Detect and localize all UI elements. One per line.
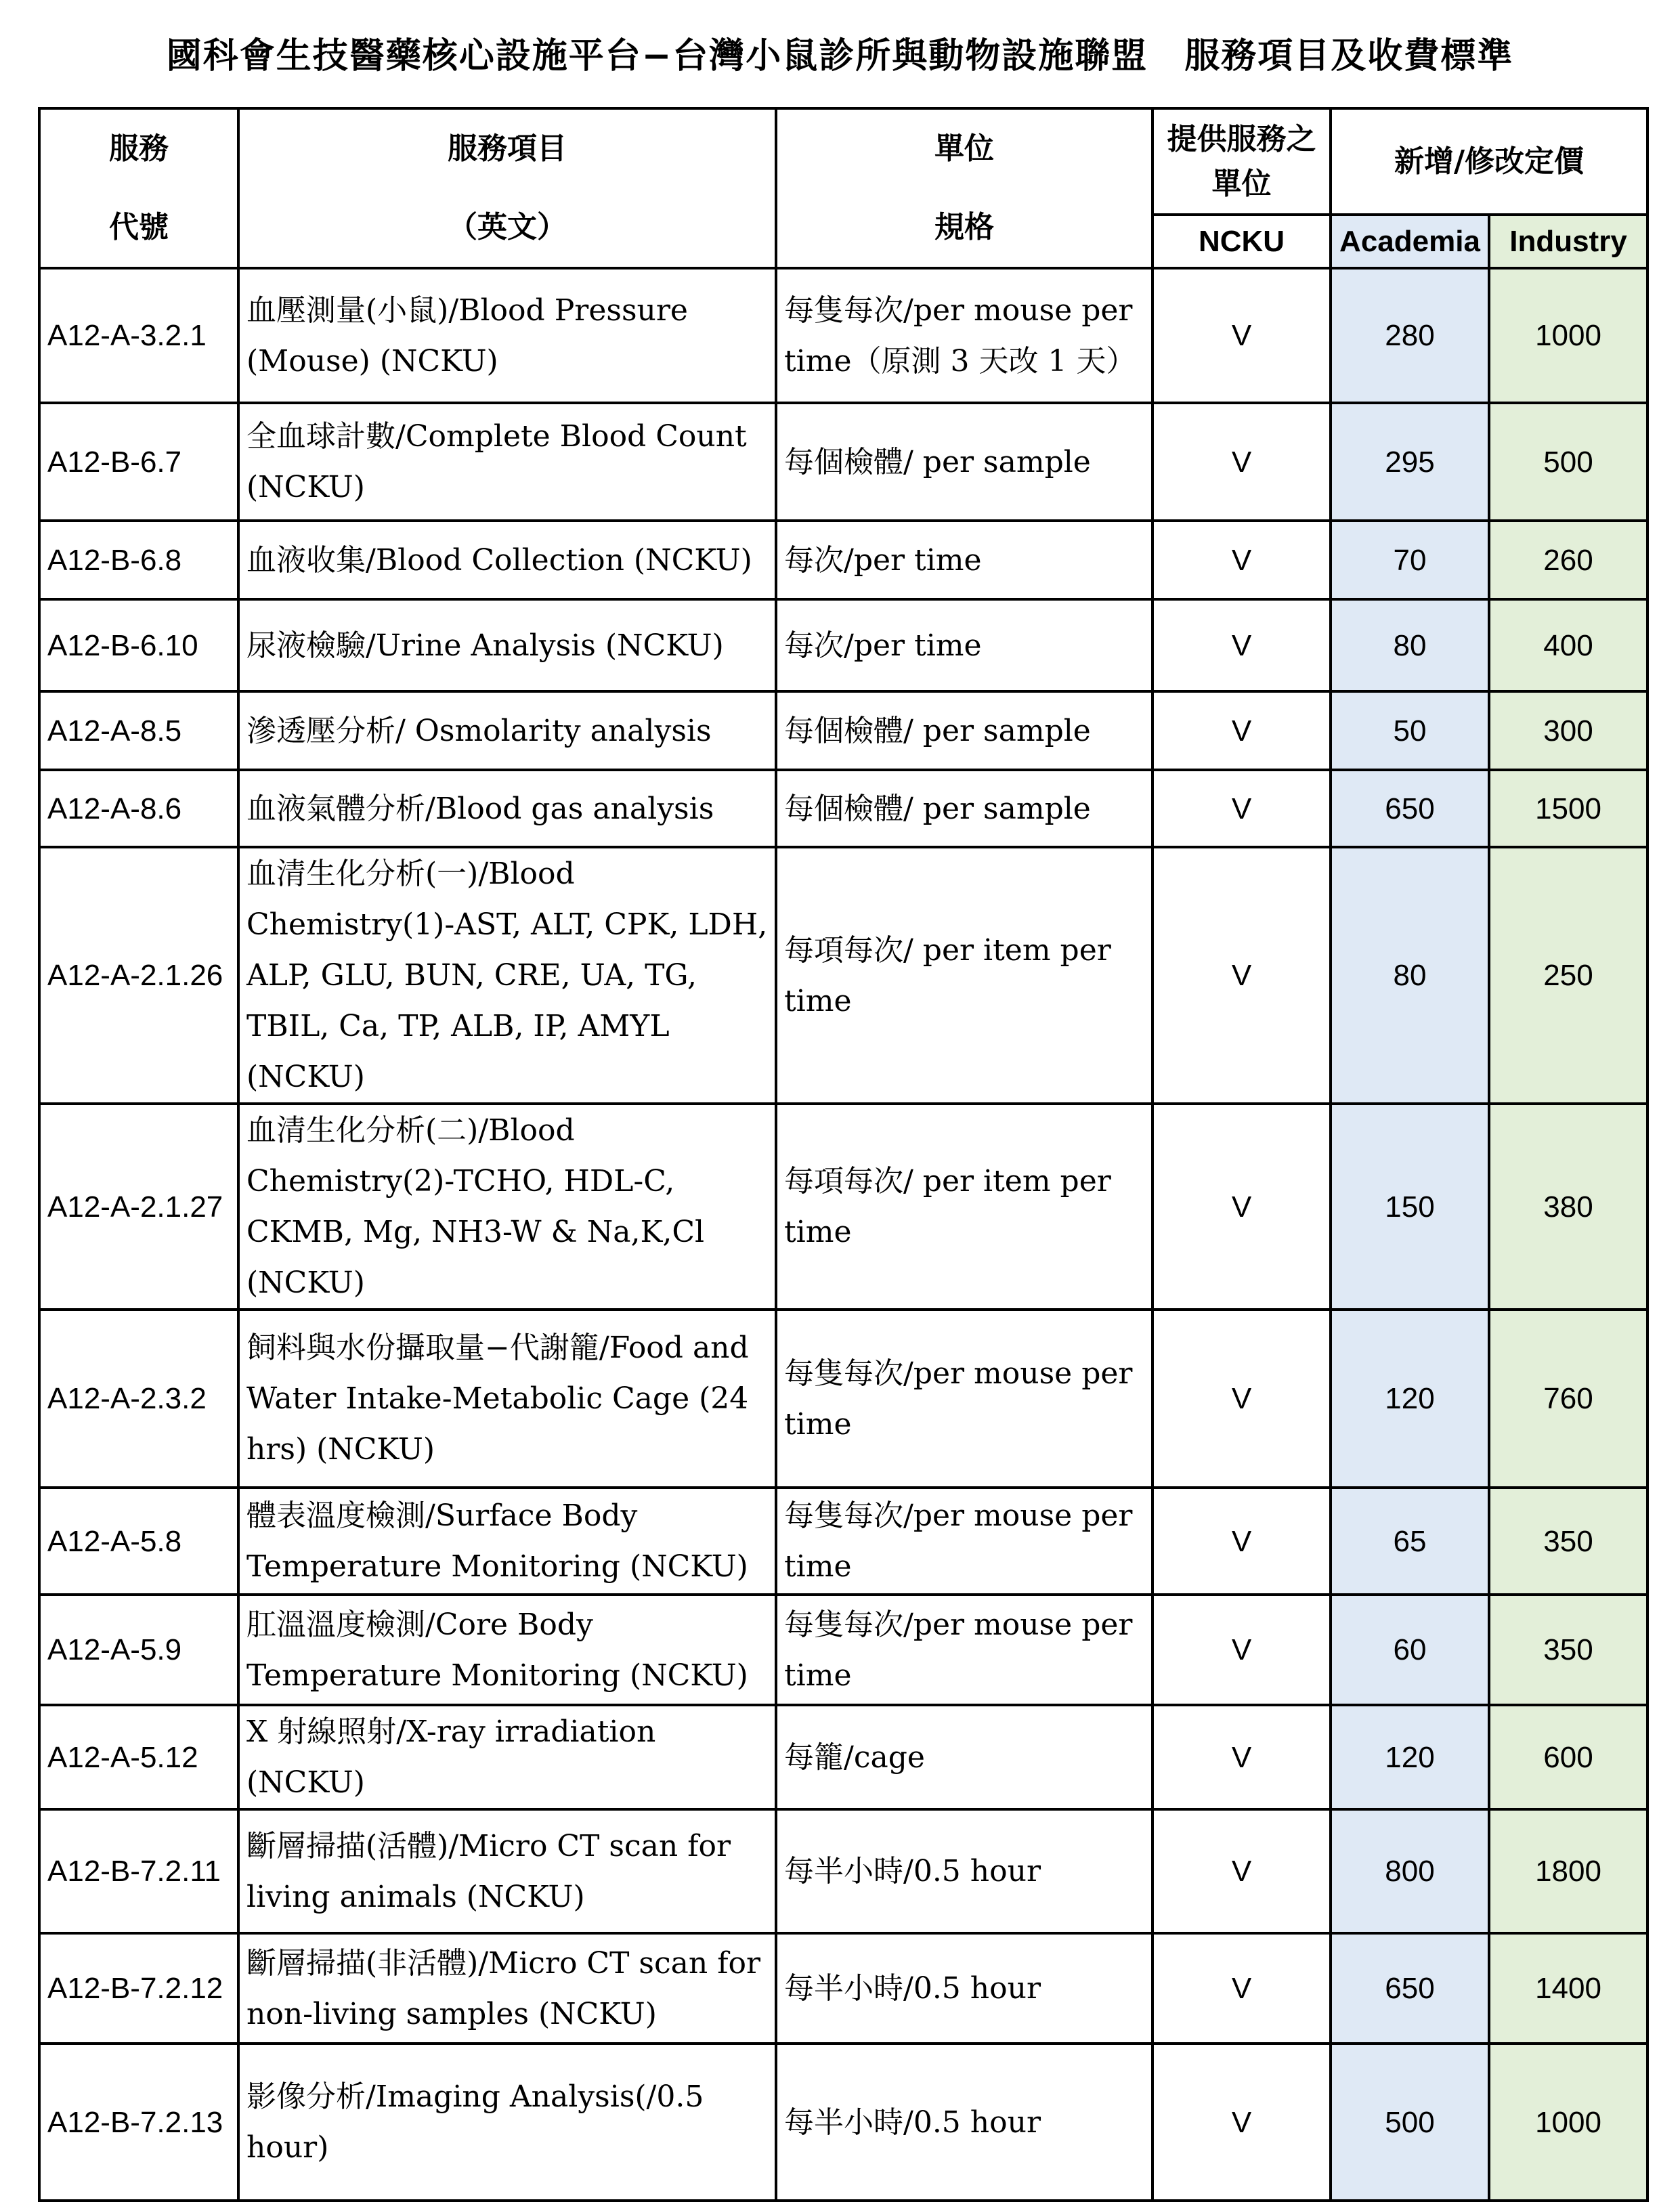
row-unit: 每項每次/ per item per time [776,847,1153,1104]
row-unit: 每個檢體/ per sample [776,691,1153,770]
header-industry: Industry [1489,215,1647,268]
row-industry-price: 350 [1489,1595,1647,1705]
row-ncku: V [1153,2044,1331,2201]
row-industry-price: 1500 [1489,770,1647,847]
row-industry-price: 350 [1489,1488,1647,1595]
row-industry-price: 1000 [1489,268,1647,403]
row-code: A12-B-6.7 [39,403,238,521]
fee-table [38,107,1649,2202]
row-academia-price: 120 [1331,1705,1489,1809]
row-unit: 每次/per time [776,599,1153,691]
table-row [39,403,1647,521]
row-ncku: V [1153,1488,1331,1595]
table-row [39,770,1647,847]
header-item [238,108,776,268]
row-code: A12-A-8.6 [39,770,238,847]
row-industry-price: 1400 [1489,1933,1647,2044]
table-row [39,599,1647,691]
row-academia-price: 500 [1331,2044,1489,2201]
row-service-item: 尿液檢驗/Urine Analysis (NCKU) [238,599,776,691]
row-code: A12-A-2.3.2 [39,1310,238,1488]
header-provider [1153,108,1331,215]
row-academia-price: 295 [1331,403,1489,521]
row-industry-price: 600 [1489,1705,1647,1809]
table-row [39,847,1647,1104]
header-code-line1: 服務 [109,131,169,166]
row-industry-price: 400 [1489,599,1647,691]
table-row [39,1104,1647,1310]
row-code: A12-B-7.2.12 [39,1933,238,2044]
row-service-item: 影像分析/Imaging Analysis(/0.5 hour) [238,2044,776,2201]
header-academia: Academia [1331,215,1489,268]
row-academia-price: 650 [1331,770,1489,847]
row-unit: 每隻每次/per mouse per time（原測 3 天改 1 天） [776,268,1153,403]
row-industry-price: 250 [1489,847,1647,1104]
row-service-item: 肛溫溫度檢測/Core Body Temperature Monitoring (NCKU) [238,1595,776,1705]
row-ncku: V [1153,1809,1331,1933]
row-service-item: 滲透壓分析/ Osmolarity analysis [238,691,776,770]
row-unit: 每次/per time [776,521,1153,599]
row-industry-price: 260 [1489,521,1647,599]
row-code: A12-A-5.8 [39,1488,238,1595]
row-ncku: V [1153,599,1331,691]
row-code: A12-B-6.10 [39,599,238,691]
row-ncku: V [1153,847,1331,1104]
row-service-item: 血壓測量(小鼠)/Blood Pressure (Mouse) (NCKU) [238,268,776,403]
row-industry-price: 500 [1489,403,1647,521]
row-ncku: V [1153,1705,1331,1809]
row-unit: 每半小時/0.5 hour [776,1933,1153,2044]
row-academia-price: 150 [1331,1104,1489,1310]
row-academia-price: 60 [1331,1595,1489,1705]
row-academia-price: 280 [1331,268,1489,403]
header-code [39,108,238,268]
row-unit: 每個檢體/ per sample [776,403,1153,521]
row-code: A12-A-8.5 [39,691,238,770]
table-row [39,1595,1647,1705]
row-service-item: 血清生化分析(二)/Blood Chemistry(2)-TCHO, HDL-C, CKMB, Mg, NH3-W & Na,K,Cl (NCKU) [238,1104,776,1310]
table-row [39,1488,1647,1595]
row-service-item: 血清生化分析(一)/Blood Chemistry(1)-AST, ALT, CPK, LDH, ALP, GLU, BUN, CRE, UA, TG, TBIL, Ca, TP, ALB, IP, AMYL (NCKU) [238,847,776,1104]
row-service-item: 體表溫度檢測/Surface Body Temperature Monitoring (NCKU) [238,1488,776,1595]
table-row [39,691,1647,770]
row-service-item: 斷層掃描(非活體)/Micro CT scan for non-living samples (NCKU) [238,1933,776,2044]
row-unit: 每籠/cage [776,1705,1153,1809]
row-academia-price: 120 [1331,1310,1489,1488]
row-unit: 每半小時/0.5 hour [776,1809,1153,1933]
row-code: A12-A-2.1.26 [39,847,238,1104]
row-unit: 每項每次/ per item per time [776,1104,1153,1310]
row-academia-price: 800 [1331,1809,1489,1933]
row-service-item: 血液收集/Blood Collection (NCKU) [238,521,776,599]
table-row [39,521,1647,599]
table-row [39,1705,1647,1809]
row-academia-price: 50 [1331,691,1489,770]
row-industry-price: 1000 [1489,2044,1647,2201]
row-ncku: V [1153,403,1331,521]
row-ncku: V [1153,1933,1331,2044]
row-academia-price: 65 [1331,1488,1489,1595]
row-industry-price: 1800 [1489,1809,1647,1933]
header-unit [776,108,1153,268]
row-unit: 每隻每次/per mouse per time [776,1488,1153,1595]
row-unit: 每半小時/0.5 hour [776,2044,1153,2201]
row-academia-price: 650 [1331,1933,1489,2044]
row-ncku: V [1153,1104,1331,1310]
row-academia-price: 70 [1331,521,1489,599]
row-service-item: 全血球計數/Complete Blood Count (NCKU) [238,403,776,521]
row-unit: 每隻每次/per mouse per time [776,1310,1153,1488]
row-service-item: 血液氣體分析/Blood gas analysis [238,770,776,847]
row-ncku: V [1153,1310,1331,1488]
table-row [39,1933,1647,2044]
header-provider-line1: 提供服務之 [1167,121,1316,156]
row-industry-price: 380 [1489,1104,1647,1310]
row-service-item: 斷層掃描(活體)/Micro CT scan for living animals (NCKU) [238,1809,776,1933]
row-ncku: V [1153,521,1331,599]
row-academia-price: 80 [1331,599,1489,691]
row-code: A12-A-5.12 [39,1705,238,1809]
fee-rows [39,268,1647,2201]
header-unit-line2: 規格 [934,210,994,244]
row-industry-price: 300 [1489,691,1647,770]
row-ncku: V [1153,770,1331,847]
row-ncku: V [1153,268,1331,403]
row-ncku: V [1153,1595,1331,1705]
row-unit: 每隻每次/per mouse per time [776,1595,1153,1705]
row-code: A12-A-3.2.1 [39,268,238,403]
row-service-item: X 射線照射/X-ray irradiation (NCKU) [238,1705,776,1809]
header-ncku: NCKU [1153,215,1331,268]
row-code: A12-B-7.2.13 [39,2044,238,2201]
row-code: A12-A-2.1.27 [39,1104,238,1310]
table-row [39,1809,1647,1933]
row-industry-price: 760 [1489,1310,1647,1488]
row-code: A12-A-5.9 [39,1595,238,1705]
row-code: A12-B-6.8 [39,521,238,599]
row-service-item: 飼料與水份攝取量−代謝籠/Food and Water Intake-Metabolic Cage (24 hrs) (NCKU) [238,1310,776,1488]
table-row [39,2044,1647,2201]
header-code-line2: 代號 [109,210,169,244]
header-item-line1: 服務項目 [448,131,567,166]
header-item-line2: （英文） [448,210,567,244]
row-code: A12-B-7.2.11 [39,1809,238,1933]
header-price-group: 新增/修改定價 [1331,108,1647,215]
row-ncku: V [1153,691,1331,770]
header-provider-line2: 單位 [1211,166,1272,201]
table-row [39,1310,1647,1488]
row-academia-price: 80 [1331,847,1489,1104]
page-title: 國科會生技醫藥核心設施平台−台灣小鼠診所與動物設施聯盟 服務項目及收費標準 [166,36,1514,77]
header-unit-line1: 單位 [934,131,994,166]
table-row [39,268,1647,403]
row-unit: 每個檢體/ per sample [776,770,1153,847]
